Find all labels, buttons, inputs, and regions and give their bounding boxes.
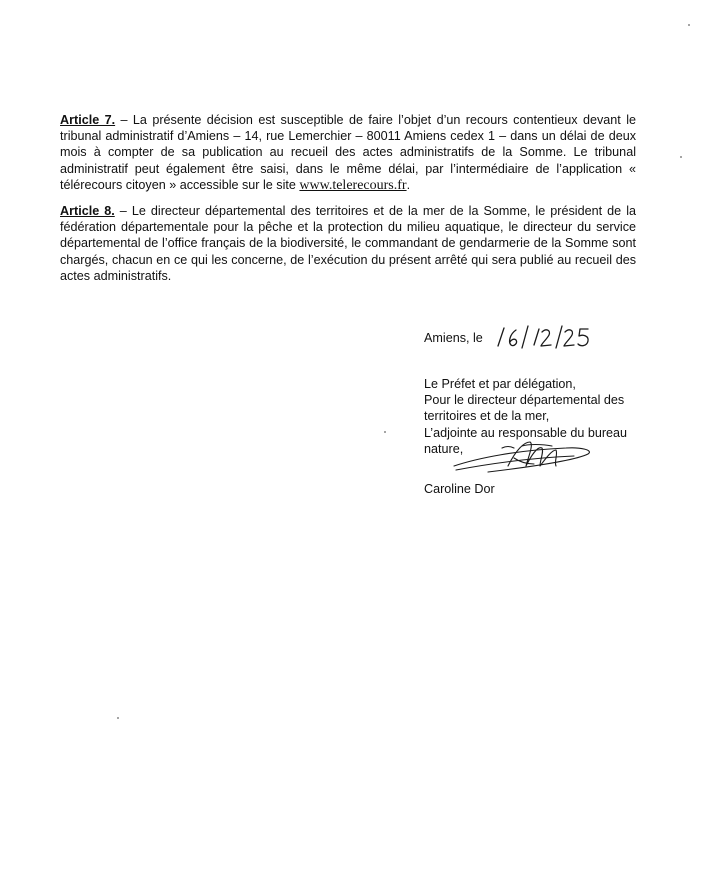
scan-speck — [688, 24, 690, 26]
article-7-paragraph — [60, 112, 636, 194]
place-and-date — [424, 330, 638, 346]
signer-name: Caroline Dor — [424, 482, 495, 496]
handwritten-date — [494, 322, 594, 352]
signatory-line-1: Le Préfet et par délégation, — [424, 377, 576, 391]
place-label: Amiens, le — [424, 331, 483, 345]
article-8-paragraph — [60, 203, 636, 284]
signatory-line-2: Pour le directeur départemental des territoires et de la mer, — [424, 393, 625, 424]
telerecours-link[interactable]: www.telerecours.fr — [299, 177, 407, 193]
signatory-line-3: L’adjointe au responsable du bureau nature, — [424, 425, 628, 456]
article-7-text: – La présente décision est susceptible de faire l’objet d’un recours contentieux devant le tribunal administratif d’Amiens – 14, rue Lemerchier – 80011 Amiens cedex 1 – dans un délai de deux mois à compter de sa publication au recueil des actes administratifs de la Somme. Le tribunal administratif peut également être saisi, dans le même délai, par l’intermédiaire de l’application « télérecours citoyen » accessible sur le site — [60, 113, 637, 192]
article-7-end: . — [406, 177, 411, 192]
article-7-title: Article 7. — [60, 113, 116, 127]
scan-speck — [680, 156, 682, 158]
article-8-text: – Le directeur départemental des territoires et de la mer de la Somme, le président de la fédération départementale pour la pêche et la protection du milieu aquatique, le directeur du service départemental de l’office français de la biodiversité, le commandant de gendarmerie de la Somme sont chargés, chacun en ce qui les concerne, de l’exécution du présent arrêté qui sera publié au recueil des actes administratifs. — [60, 204, 636, 283]
scan-speck — [117, 717, 119, 719]
scan-speck — [384, 431, 386, 433]
article-8-title: Article 8. — [60, 204, 115, 218]
